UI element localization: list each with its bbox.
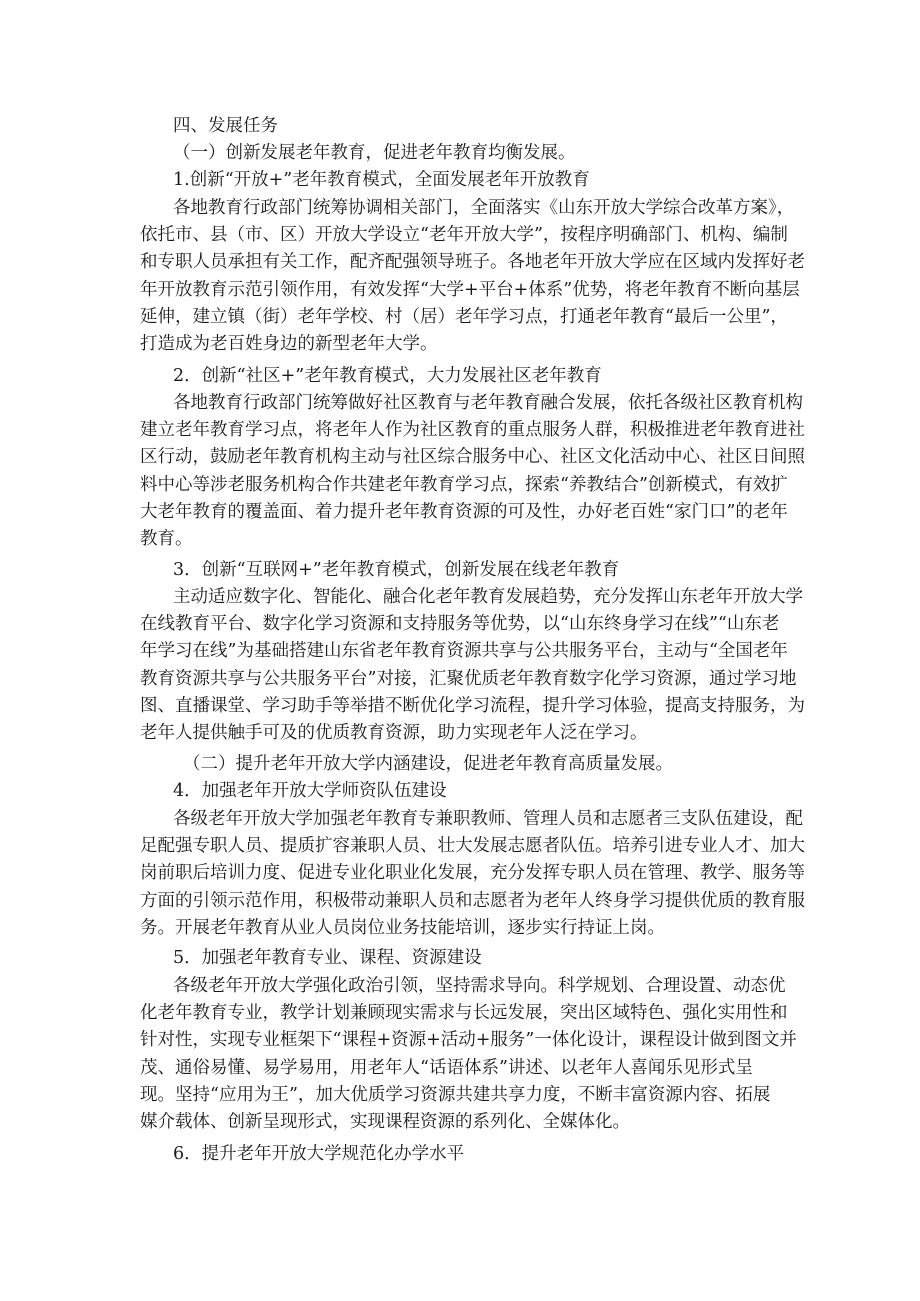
paragraph-line: 岗前职后培训力度、促进专业化职业化发展，充分发挥专职人员在管理、教学、服务等 [140,863,805,884]
item-5-title: 5．加强老年教育专业、课程、资源建设 [173,948,482,968]
paragraph-line: 料中心等涉老服务机构合作共建老年教育学习点，探索“养教结合”创新模式，有效扩 [140,474,788,495]
item-5-paragraph [140,973,797,1136]
item-4-paragraph [140,806,805,942]
item-2-title: 2．创新“社区+”老年教育模式，大力发展社区老年教育 [173,366,602,386]
paragraph-line: 主动适应数字化、智能化、融合化老年教育发展趋势，充分发挥山东老年开放大学 [173,587,803,607]
paragraph-line: 区行动，鼓励老年教育机构主动与社区综合服务中心、社区文化活动中心、社区日间照 [140,447,805,468]
paragraph-line: 大老年教育的覆盖面、着力提升老年教育资源的可及性，办好老百姓“家门口”的老年 [140,501,788,522]
item-1-paragraph [140,195,805,358]
paragraph-line: 延伸，建立镇（街）老年学校、村（居）老年学习点，打通老年教育“最后一公里”， [140,306,788,327]
paragraph-line: 年开放教育示范引领作用，有效发挥“大学+平台+体系”优势，将老年教育不断向基层 [140,279,800,300]
paragraph-line: 教育。 [140,528,193,549]
paragraph-line: 年学习在线”为基础搭建山东省老年教育资源共享与公共服务平台，主动与“全国老年 [140,641,788,662]
paragraph-line: 各级老年开放大学强化政治引领，坚持需求导向。科学规划、合理设置、动态优 [173,976,786,996]
paragraph-line: 各地教育行政部门统筹协调相关部门，全面落实《山东开放大学综合改革方案》， [173,198,795,218]
paragraph-line: 针对性，实现专业框架下“课程+资源+活动+服务”一体化设计，课程设计做到图文并 [140,1030,797,1051]
item-6-title: 6．提升老年开放大学规范化办学水平 [173,1144,465,1164]
item-2-paragraph [140,390,805,553]
paragraph-line: 方面的引领示范作用，积极带动兼职人员和志愿者为老年人终身学习提供优质的教育服 [140,890,805,911]
paragraph-line: 在线教育平台、数字化学习资源和支持服务等优势，以“山东终身学习在线”“山东老 [140,614,780,635]
paragraph-line: 各级老年开放大学加强老年教育专兼职教师、管理人员和志愿者三支队伍建设，配 [173,809,803,829]
paragraph-line: 依托市、县（市、区）开放大学设立“老年开放大学”，按程序明确部门、机构、编制 [140,225,788,246]
item-4-title: 4．加强老年开放大学师资队伍建设 [173,781,447,801]
paragraph-line: 图、直播课堂、学习助手等举措不断优化学习流程，提升学习体验，提高支持服务，为 [140,695,805,716]
paragraph-line: 和专职人员承担有关工作，配齐配强领导班子。各地老年开放大学应在区域内发挥好老 [140,252,805,273]
paragraph-line: 教育资源共享与公共服务平台”对接，汇聚优质老年教育数字化学习资源，通过学习地 [140,668,797,689]
section-title: 四、发展任务 [173,116,278,136]
paragraph-line: 媒介载体、创新呈现形式，实现课程资源的系列化、全媒体化。 [140,1111,630,1132]
item-1-title: 1.创新“开放+”老年教育模式，全面发展老年开放教育 [173,170,590,190]
paragraph-line: 建立老年教育学习点，将老年人作为社区教育的重点服务人群，积极推进老年教育进社 [140,420,805,441]
item-3-title: 3．创新“互联网+”老年教育模式，创新发展在线老年教育 [173,560,620,580]
paragraph-line: 务。开展老年教育从业人员岗位业务技能培训，逐步实行持证上岗。 [140,917,665,938]
subsection-2-title: （二）提升老年开放大学内涵建设，促进老年教育高质量发展。 [183,754,673,774]
paragraph-line: 茂、通俗易懂、易学易用，用老年人“话语体系”讲述、以老年人喜闻乐见形式呈 [140,1057,753,1078]
paragraph-line: 老年人提供触手可及的优质教育资源，助力实现老年人泛在学习。 [140,722,648,743]
paragraph-line: 打造成为老百姓身边的新型老年大学。 [140,333,438,354]
paragraph-line: 各地教育行政部门统筹做好社区教育与老年教育融合发展，依托各级社区教育机构 [173,393,803,413]
paragraph-line: 化老年教育专业，教学计划兼顾现实需求与长远发展，突出区域特色、强化实用性和 [140,1003,788,1024]
item-3-paragraph [140,584,805,747]
subsection-1-title: （一）创新发展老年教育，促进老年教育均衡发展。 [173,143,576,163]
paragraph-line: 现。坚持“应用为王”，加大优质学习资源共建共享力度，不断丰富资源内容、拓展 [140,1084,771,1105]
paragraph-line: 足配强专职人员、提质扩容兼职人员、壮大发展志愿者队伍。培养引进专业人才、加大 [140,836,805,857]
